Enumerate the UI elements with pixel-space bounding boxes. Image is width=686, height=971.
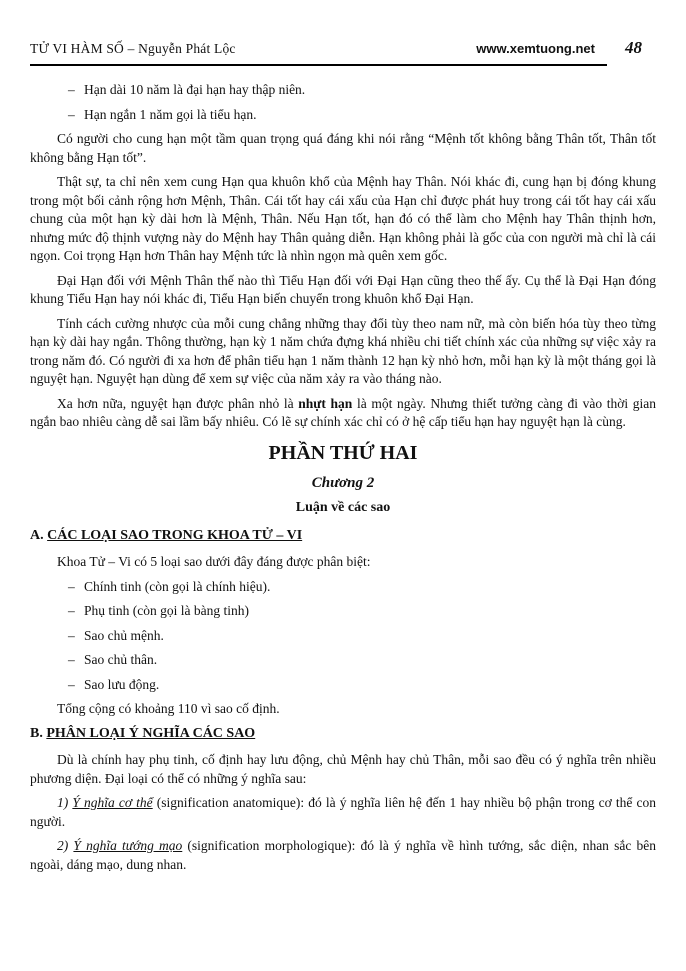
- bullet-text: [84, 578, 270, 597]
- paragraph: [30, 395, 656, 432]
- text-run: A.: [30, 527, 48, 543]
- text-run: Sao chủ thân.: [84, 652, 158, 667]
- text-run: Khoa Tử – Vi có 5 loại sao dưới đây đáng được phân biệt:: [57, 554, 371, 569]
- paragraph: [30, 272, 656, 309]
- numbered-item: [30, 837, 656, 874]
- text-run: Xa hơn nữa, nguyệt hạn được phân nhỏ là: [57, 395, 299, 411]
- text-run: Tổng cộng có khoảng 110 vì sao cố định.: [57, 701, 280, 716]
- text-run: Ý nghĩa cơ thể: [72, 795, 153, 810]
- bullet-item: [68, 106, 656, 125]
- bullet-item: [68, 651, 656, 670]
- chapter-subtitle: [30, 499, 656, 518]
- bullet-dash: –: [68, 603, 75, 618]
- text-run: nhựt hạn: [298, 395, 353, 411]
- page-header: [30, 38, 656, 66]
- text-run: Đại Hạn đối với Mệnh Thân thế nào thì Tiểu Hạn đối với Đại Hạn cũng theo thế ấy. Cụ thể là Đại Hạn đóng khung Tiểu Hạn hay nói khác đi, Tiểu Hạn biến chuyển trong khuôn khổ Đại Hạn.: [30, 272, 656, 306]
- text-run: Hạn ngắn 1 năm gọi là tiểu hạn.: [84, 106, 257, 122]
- numbered-item: [30, 794, 656, 831]
- text-run: (signification anatomique): đó là ý nghĩa liên hệ đến 1 hay nhiều bộ phận trong cơ thể con người.: [30, 795, 657, 829]
- bullet-dash: –: [68, 578, 75, 594]
- text-run: Sao chủ mệnh.: [84, 627, 164, 643]
- bullet-item: [68, 81, 656, 100]
- text-run: Hạn dài 10 năm là đại hạn hay thập niên.: [84, 82, 306, 97]
- paragraph: [30, 315, 656, 389]
- text-run: Dù là chính hay phụ tinh, cố định hay lưu động, chủ Mệnh hay chủ Thân, mỗi sao đều có ý nghĩa trên nhiều phương diện. Đại loại có thể có những ý nghĩa sau:: [30, 752, 656, 786]
- bullet-item: [68, 627, 656, 646]
- text-run: là một ngày. Nhưng thiết tưởng càng đi vào thời gian ngắn bao nhiêu càng dễ sai lầm bấy nhiêu. Có lẽ sự chính xác chỉ có ở hệ cấp tiểu hạn hay nguyệt hạn là cùng.: [30, 395, 656, 429]
- text-run: Tính cách cường nhược của mỗi cung chẳng những thay đổi tùy theo nam nữ, mà còn biến hóa tùy theo từng hạn kỳ dài hay ngắn. Thông thường, hạn kỳ 1 năm chứa đựng khá nhiều chi tiết chính xác của những sự việc xảy ra trong năm đó. Có người đi xa hơn để phân tiểu hạn 1 năm thành 12 hạn kỳ nhỏ hơn, mỗi hạn kỳ là một tháng gọi là nguyệt hạn. Nguyệt hạn dùng để xem sự việc của năm xảy ra vào tháng nào.: [30, 315, 656, 386]
- text-run: Chương 2: [311, 474, 375, 491]
- text-run: Chính tinh (còn gọi là chính hiệu).: [84, 578, 271, 594]
- bullet-item: [68, 676, 656, 695]
- website-url: www.xemtuong.net: [476, 41, 595, 56]
- text-run: B.: [30, 725, 47, 741]
- bullet-text: [84, 602, 249, 621]
- bullet-text: [84, 651, 157, 670]
- text-run: Sao lưu động.: [84, 676, 160, 692]
- page-number: 48: [625, 38, 642, 57]
- text-run: 1): [57, 795, 73, 810]
- paragraph: [30, 173, 656, 266]
- section-heading: [30, 725, 656, 744]
- text-run: Có người cho cung hạn một tầm quan trọng quá đáng khi nói rằng “Mệnh tốt không bằng Thân tốt, Thân tốt không bằng Hạn tốt”.: [30, 131, 656, 165]
- page-content: [30, 81, 656, 874]
- text-run: Ý nghĩa tướng mạo: [73, 838, 183, 853]
- part-heading: [30, 440, 656, 466]
- text-run: CÁC LOẠI SAO TRONG KHOA TỬ – VI: [47, 527, 303, 543]
- bullet-text: [84, 81, 305, 100]
- section-heading: [30, 527, 656, 546]
- text-run: Luận về các sao: [295, 500, 391, 515]
- bullet-item: [68, 578, 656, 597]
- paragraph: [30, 700, 656, 719]
- book-title: TỬ VI HÀM SỐ – Nguyễn Phát Lộc: [30, 41, 236, 56]
- text-run: 2): [57, 838, 74, 853]
- text-run: (signification morphologique): đó là ý nghĩa về hình tướng, sắc diện, nhan sắc bên ngoài, dáng mạo, dung nhan.: [30, 838, 657, 872]
- bullet-text: [84, 627, 164, 646]
- bullet-dash: –: [68, 82, 75, 97]
- text-run: PHÂN LOẠI Ý NGHĨA CÁC SAO: [46, 725, 256, 741]
- bullet-dash: –: [68, 676, 75, 692]
- paragraph: [30, 553, 656, 572]
- text-run: Thật sự, ta chỉ nên xem cung Hạn qua khuôn khổ của Mệnh hay Thân. Nói khác đi, cung hạn bị đóng khung trong một bối cảnh rộng hơn Mệnh, Thân. Cái tốt hay cái xấu của Hạn chỉ được phát huy trong cái tốt hay cái xấu chung của một hạn kỳ dài hơn là Mệnh, Thân. Nếu Hạn tốt, hạn đó có thể làm cho Mệnh hay Thân thịnh hơn, nhưng mức độ thịnh vượng này do Mệnh hay Thân quảng diễn. Hạn không phải là gốc của con người mà chỉ là cái ngọn. Coi trọng Hạn hơn Thân hay Mệnh tức là nhìn ngọn mà quên xem gốc.: [30, 174, 656, 263]
- paragraph: [30, 130, 656, 167]
- text-run: Phụ tinh (còn gọi là bàng tinh): [84, 603, 249, 618]
- bullet-dash: –: [68, 106, 75, 122]
- text-run: PHẦN THỨ HAI: [268, 441, 418, 464]
- header-rule: [30, 41, 607, 66]
- paragraph: [30, 751, 656, 788]
- bullet-text: [84, 676, 159, 695]
- bullet-dash: –: [68, 652, 75, 667]
- bullet-item: [68, 602, 656, 621]
- chapter-heading: [30, 474, 656, 493]
- bullet-dash: –: [68, 627, 75, 643]
- bullet-text: [84, 106, 256, 125]
